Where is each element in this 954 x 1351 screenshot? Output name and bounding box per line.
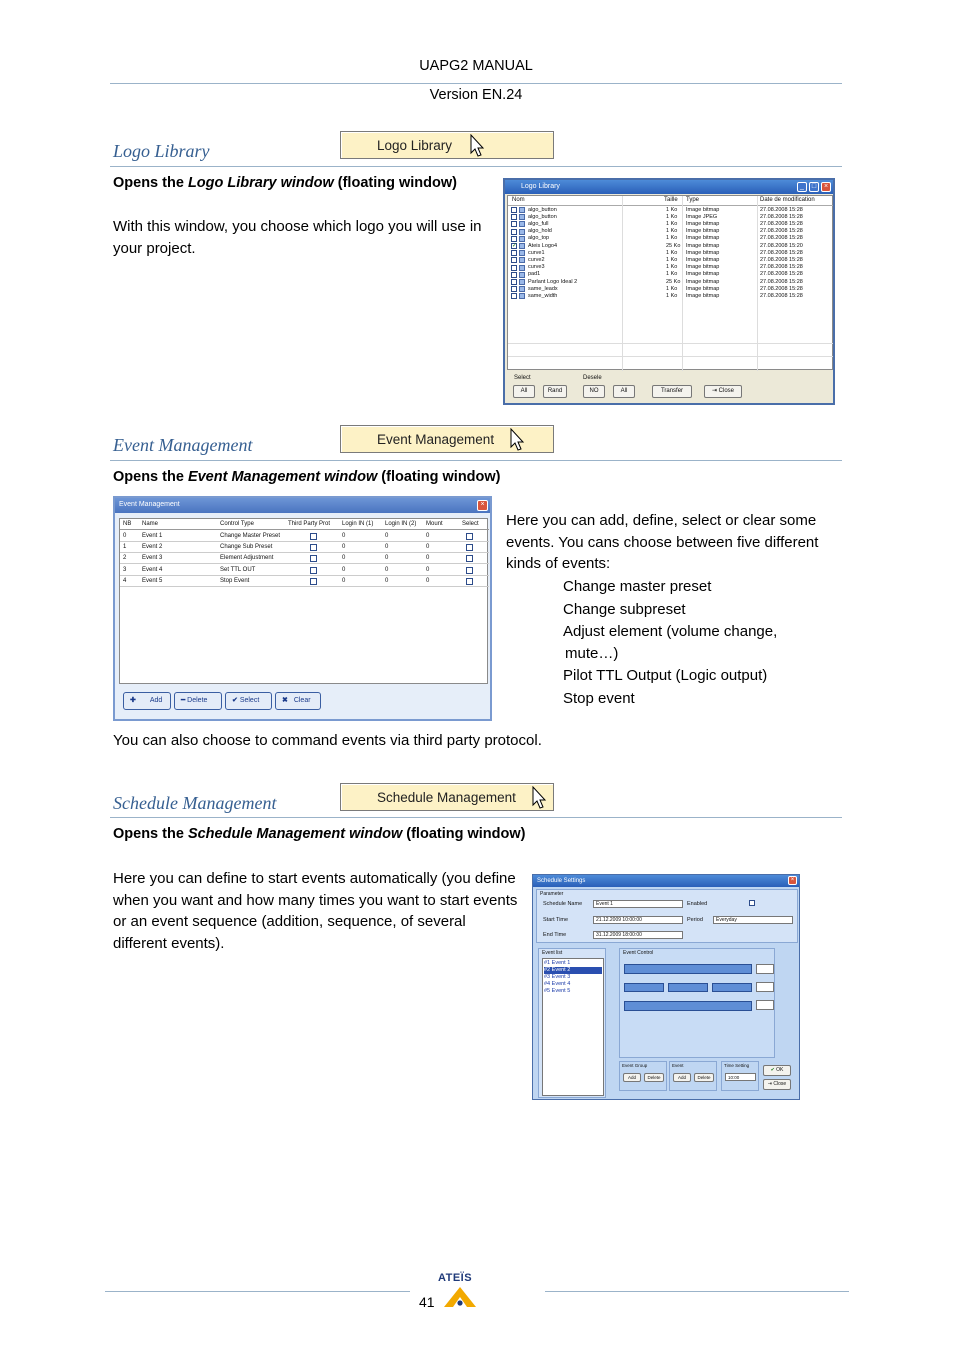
- logo-row-date[interactable]: 27.08.2008 15:28: [760, 271, 803, 278]
- logo-row-size[interactable]: 1 Ko: [666, 271, 678, 278]
- image-file-icon: [519, 229, 525, 235]
- logo-row-type[interactable]: Image bitmap: [686, 278, 720, 285]
- event-opens-text: Opens the Event Management window (floating window): [113, 469, 501, 485]
- schedule-event-item[interactable]: #2 Event 2: [544, 967, 602, 974]
- logo-row-checkbox[interactable]: [511, 286, 517, 292]
- logo-file-list[interactable]: [507, 195, 833, 370]
- column-header-type[interactable]: Type: [686, 197, 700, 203]
- section-rule: [110, 166, 842, 167]
- logo-row-size[interactable]: 1 Ko: [666, 256, 678, 263]
- event-cell[interactable]: 0: [342, 544, 346, 551]
- event-cell[interactable]: Event 1: [142, 533, 163, 539]
- minus-icon: ━: [181, 697, 188, 704]
- logo-row-date[interactable]: 27.08.2008 15:28: [760, 206, 803, 213]
- enabled-checkbox[interactable]: [749, 900, 755, 906]
- third-party-checkbox[interactable]: [310, 544, 317, 551]
- select-checkbox[interactable]: [466, 544, 473, 551]
- logo-row-size[interactable]: 1 Ko: [666, 235, 678, 242]
- sequence-bar[interactable]: [624, 964, 752, 974]
- event-cell[interactable]: Event 2: [142, 544, 163, 551]
- close-button[interactable]: ⇥ Close: [763, 1079, 791, 1090]
- schedule-management-button-label: Schedule Management: [377, 789, 516, 805]
- select-group-label: Select: [514, 375, 531, 381]
- section-rule: [110, 817, 842, 818]
- logo-row-checkbox[interactable]: [511, 207, 517, 213]
- logo-row-date[interactable]: 27.08.2008 15:28: [760, 285, 803, 292]
- logo-row-type[interactable]: Image bitmap: [686, 228, 720, 235]
- third-party-checkbox[interactable]: [310, 567, 317, 574]
- period-select[interactable]: Everyday: [716, 917, 737, 923]
- logo-row-checkbox[interactable]: [511, 221, 517, 227]
- event-cell[interactable]: 0: [426, 533, 430, 539]
- logo-opens-text: Opens the Logo Library window (floating window): [113, 175, 457, 191]
- header-rule: [110, 83, 842, 84]
- event-row-divider: [120, 541, 489, 542]
- logo-row-size[interactable]: 1 Ko: [666, 264, 678, 271]
- select-rand-button[interactable]: Rand: [543, 385, 567, 398]
- logo-row-date[interactable]: 27.08.2008 15:28: [760, 235, 803, 242]
- document-version: Version EN.24: [429, 87, 523, 103]
- event-cell[interactable]: Event 4: [142, 566, 163, 573]
- logo-body-text: With this window, you choose which logo you will use in your project.: [113, 218, 482, 257]
- event-list[interactable]: [542, 958, 604, 1096]
- start-time-input[interactable]: 21.12.2009 10:00:00: [596, 917, 642, 923]
- logo-row-name[interactable]: curve3: [528, 264, 545, 271]
- logo-row-checkbox[interactable]: [511, 250, 517, 256]
- cursor-arrow-icon: [469, 134, 485, 158]
- event-management-button-image: [340, 425, 554, 453]
- time-setting-input[interactable]: 10:00: [728, 1075, 740, 1080]
- sequence-bar[interactable]: [624, 983, 664, 992]
- logo-row-type[interactable]: Image bitmap: [686, 242, 720, 249]
- image-file-icon: [519, 243, 525, 249]
- logo-row-checkbox[interactable]: [511, 236, 517, 242]
- logo-row-type[interactable]: Image bitmap: [686, 249, 720, 256]
- logo-row-checkbox[interactable]: [511, 272, 517, 278]
- time-setting-box: Time Setting 10:00: [721, 1061, 759, 1091]
- event-kind-item: Pilot TTL Output (Logic output): [563, 667, 768, 684]
- logo-row-size[interactable]: 1 Ko: [666, 228, 678, 235]
- sequence-bar[interactable]: [668, 983, 708, 992]
- close-button[interactable]: ⇥ Close: [704, 385, 742, 398]
- cursor-arrow-icon: [531, 786, 547, 810]
- minimize-icon[interactable]: _: [797, 182, 807, 192]
- maximize-icon[interactable]: □: [809, 182, 819, 192]
- event-row-divider: [120, 552, 489, 553]
- event-column-header[interactable]: Select: [462, 521, 479, 527]
- logo-row-name[interactable]: curve2: [528, 256, 545, 263]
- enabled-label: Enabled: [687, 901, 708, 907]
- event-column-header[interactable]: Login IN (1): [342, 521, 374, 527]
- logo-row-date[interactable]: 27.08.2008 15:28: [760, 256, 803, 263]
- page-number: 41: [419, 1294, 435, 1310]
- delete-event-button[interactable]: Delete: [694, 1073, 714, 1082]
- logo-row-date[interactable]: 27.08.2008 15:28: [760, 278, 803, 285]
- select-all-button[interactable]: All: [513, 385, 535, 398]
- logo-row-type[interactable]: Image bitmap: [686, 264, 720, 271]
- event-group-box: Event Group Add Delete: [619, 1061, 667, 1091]
- event-intro-text: Here you can add, define, select or clear some events. You cans choose between five different kinds of events:: [506, 512, 819, 572]
- schedule-management-button-image: [340, 783, 554, 811]
- section-title-schedule-management: Schedule Management: [113, 793, 277, 813]
- clear-event-button[interactable]: ✖ Clear: [275, 692, 321, 710]
- logo-row-size[interactable]: 1 Ko: [666, 220, 678, 227]
- event-cell[interactable]: 0: [342, 577, 346, 584]
- event-kind-item: Adjust element (volume change,: [563, 623, 778, 640]
- event-cell[interactable]: 0: [385, 544, 389, 551]
- logo-row-date[interactable]: 27.08.2008 15:28: [760, 220, 803, 227]
- event-management-window: [113, 496, 492, 721]
- add-event-button[interactable]: ✚ Add: [123, 692, 171, 710]
- logo-row-date[interactable]: 27.08.2008 15:28: [760, 213, 803, 220]
- event-cell[interactable]: Change Master Preset: [220, 533, 281, 539]
- exit-icon: ⇥: [767, 1081, 774, 1087]
- section-title-logo-library: Logo Library: [113, 141, 210, 161]
- event-row-divider: [120, 575, 489, 576]
- logo-row-size[interactable]: 1 Ko: [666, 249, 678, 256]
- schedule-event-item[interactable]: #4 Event 4: [544, 981, 571, 987]
- deselect-all-button[interactable]: All: [613, 385, 635, 398]
- close-icon[interactable]: ×: [477, 500, 488, 511]
- logo-row-date[interactable]: 27.08.2008 15:28: [760, 292, 803, 299]
- event-cell[interactable]: 0: [426, 555, 430, 562]
- add-group-button[interactable]: Add: [623, 1073, 641, 1082]
- event-management-button-label: Event Management: [377, 431, 495, 447]
- event-cell[interactable]: 0: [123, 533, 127, 539]
- document-title: UAPG2 MANUAL: [419, 58, 533, 74]
- logo-row-checkbox[interactable]: [511, 265, 517, 271]
- logo-row-checkbox[interactable]: [511, 293, 517, 299]
- logo-row-name[interactable]: algo_hold: [528, 228, 552, 235]
- logo-row-checkbox[interactable]: [511, 229, 517, 235]
- logo-library-button-label: Logo Library: [377, 137, 453, 153]
- event-cell[interactable]: 4: [123, 577, 127, 584]
- x-icon: ✖: [282, 697, 290, 704]
- delete-group-button[interactable]: Delete: [644, 1073, 664, 1082]
- event-footer-text: You can also choose to command events via third party protocol.: [113, 732, 542, 749]
- third-party-checkbox[interactable]: [310, 578, 317, 585]
- schedule-event-item[interactable]: #5 Event 5: [544, 988, 571, 994]
- image-file-icon: [519, 265, 525, 271]
- logo-row-size[interactable]: 1 Ko: [666, 206, 678, 213]
- image-file-icon: [519, 279, 525, 285]
- schedule-window-titlebar: [533, 875, 799, 887]
- event-column-header[interactable]: Third Party Prot: [288, 521, 331, 527]
- event-cell[interactable]: 0: [385, 566, 389, 573]
- sequence-bar[interactable]: [712, 983, 752, 992]
- logo-row-name[interactable]: algo_button: [528, 213, 557, 220]
- transfer-button[interactable]: Transfer: [652, 385, 692, 398]
- third-party-checkbox[interactable]: [310, 555, 317, 562]
- end-time-label: End Time: [543, 932, 567, 938]
- logo-row-date[interactable]: 27.08.2008 15:28: [760, 228, 803, 235]
- check-icon: ✔: [770, 1067, 777, 1073]
- logo-row-type[interactable]: Image bitmap: [686, 235, 720, 242]
- select-checkbox[interactable]: [466, 578, 473, 585]
- sequence-delay-field[interactable]: [756, 982, 774, 992]
- schedule-name-label: Schedule Name: [543, 901, 583, 907]
- logo-row-date[interactable]: 27.08.2008 15:28: [760, 264, 803, 271]
- exit-icon: ⇥: [711, 388, 719, 394]
- sequence-bar[interactable]: [624, 1001, 752, 1011]
- logo-row-type[interactable]: Image bitmap: [686, 206, 720, 213]
- logo-row-type[interactable]: Image bitmap: [686, 220, 720, 227]
- deselect-no-button[interactable]: NO: [583, 385, 605, 398]
- image-file-icon: [519, 250, 525, 256]
- event-column-header[interactable]: Control Type: [220, 521, 254, 527]
- event-column-header[interactable]: Mount: [426, 521, 443, 527]
- close-icon[interactable]: ×: [821, 182, 831, 192]
- logo-row-name[interactable]: Ateis Logo4: [528, 242, 558, 249]
- deselect-group-label: Desele: [583, 375, 602, 381]
- event-window-titlebar: [115, 498, 490, 513]
- logo-window-titlebar: [505, 180, 833, 194]
- footer-rule-right: [545, 1291, 849, 1292]
- logo-row-checkbox[interactable]: [511, 279, 517, 285]
- logo-row-checkbox[interactable]: ✓: [512, 243, 518, 249]
- section-rule: [110, 460, 842, 461]
- close-icon[interactable]: ×: [788, 876, 797, 885]
- schedule-event-item[interactable]: #3 Event 3: [544, 974, 571, 980]
- event-list-group: Event list #1 Event 1 #2 Event 2 #3 Event 3 #4 Event 4 #5 Event 5: [538, 948, 606, 1098]
- logo-row-size[interactable]: 1 Ko: [666, 285, 678, 292]
- event-table[interactable]: [119, 518, 488, 684]
- event-cell[interactable]: 1: [123, 544, 127, 551]
- logo-row-date[interactable]: 27.08.2008 15:28: [760, 249, 803, 256]
- footer-rule-left: [105, 1291, 410, 1292]
- ok-button[interactable]: ✔ OK: [763, 1065, 791, 1076]
- column-header-size[interactable]: Taille: [664, 197, 678, 203]
- image-file-icon: [519, 272, 525, 278]
- event-cell[interactable]: Stop Event: [220, 577, 250, 584]
- sequence-delay-field[interactable]: [756, 1000, 774, 1010]
- logo-row-size[interactable]: 25 Ko: [666, 242, 681, 249]
- end-time-input[interactable]: 31.12.2009 18:00:00: [596, 932, 642, 938]
- select-checkbox[interactable]: [466, 567, 473, 574]
- logo-row-name[interactable]: curve1: [528, 249, 545, 256]
- event-cell[interactable]: Event 3: [142, 555, 163, 562]
- logo-row-name[interactable]: same_leadx: [528, 285, 558, 292]
- event-column-header[interactable]: Name: [142, 521, 159, 527]
- logo-row-type[interactable]: Image bitmap: [686, 271, 720, 278]
- plus-icon: ✚: [130, 697, 138, 704]
- logo-row-name[interactable]: pad1: [528, 271, 541, 278]
- logo-row-checkbox[interactable]: [511, 257, 517, 263]
- event-cell[interactable]: Event 5: [142, 577, 163, 584]
- schedule-name-input[interactable]: Event 1: [596, 901, 613, 907]
- event-cell[interactable]: 0: [342, 555, 346, 562]
- logo-row-name[interactable]: algo_full: [528, 220, 549, 227]
- event-cell[interactable]: 0: [342, 533, 346, 539]
- ateis-logo-icon: [443, 1286, 477, 1308]
- logo-row-type[interactable]: Image bitmap: [686, 285, 720, 292]
- logo-row-size[interactable]: 1 Ko: [666, 292, 678, 299]
- column-header-name[interactable]: Nom: [512, 197, 525, 203]
- select-event-button[interactable]: ✔ Select: [225, 692, 272, 710]
- event-cell[interactable]: 0: [426, 544, 430, 551]
- logo-row-size[interactable]: 1 Ko: [666, 213, 678, 220]
- logo-row-type[interactable]: Image bitmap: [686, 292, 720, 299]
- event-cell[interactable]: 0: [385, 555, 389, 562]
- schedule-opens-text: Opens the Schedule Management window (floating window): [113, 826, 526, 842]
- event-column-header[interactable]: Login IN (2): [385, 521, 417, 527]
- event-kind-item: mute…): [565, 644, 619, 662]
- schedule-body-text: Here you can define to start events automatically (you define when you want and how many times you want to start events or an event sequence (addition, sequence, of several different events).: [113, 870, 518, 952]
- cursor-arrow-icon: [509, 428, 525, 452]
- delete-event-button[interactable]: ━ Delete: [174, 692, 222, 710]
- start-time-label: Start Time: [543, 917, 569, 923]
- logo-row-name[interactable]: Parlant Logo Ideal 2: [528, 278, 578, 285]
- third-party-checkbox[interactable]: [310, 533, 317, 540]
- image-file-icon: [519, 293, 525, 299]
- logo-row-date[interactable]: 27.08.2008 15:20: [760, 242, 803, 249]
- event-cell[interactable]: Set TTL OUT: [220, 566, 256, 573]
- event-box: Event Add Delete: [669, 1061, 717, 1091]
- schedule-settings-window: [532, 874, 800, 1100]
- event-row-divider: [120, 563, 489, 564]
- image-file-icon: [519, 214, 525, 220]
- logo-row-name[interactable]: algo_button: [528, 206, 557, 213]
- column-header-date[interactable]: Date de modification: [760, 197, 815, 203]
- brand-name: ATEÏS: [438, 1272, 473, 1284]
- logo-row-name[interactable]: algo_top: [528, 235, 550, 242]
- logo-window-title: Logo Library: [521, 183, 560, 190]
- logo-row-type[interactable]: Image bitmap: [686, 256, 720, 263]
- event-cell[interactable]: Change Sub Preset: [220, 544, 273, 551]
- sequence-delay-field[interactable]: [756, 964, 774, 974]
- event-window-title: Event Management: [119, 501, 180, 508]
- event-cell[interactable]: Element Adjustment: [220, 555, 274, 562]
- image-file-icon: [519, 286, 525, 292]
- schedule-window-title: Schedule Settings: [537, 878, 586, 884]
- image-file-icon: [519, 207, 525, 213]
- check-icon: ✔: [232, 697, 240, 704]
- image-file-icon: [519, 221, 525, 227]
- schedule-event-item[interactable]: #1 Event 1: [544, 960, 571, 966]
- logo-library-button-image: [340, 131, 554, 159]
- event-kind-item: Change subpreset: [563, 600, 686, 618]
- image-file-icon: [519, 236, 525, 242]
- parameter-group: Parameter Schedule Name Event 1 Enabled Start Time 21.12.2009 10:00:00 Period Everyday End Time 31.12.2009 18:00:00: [536, 889, 798, 943]
- select-checkbox[interactable]: [466, 533, 473, 540]
- select-checkbox[interactable]: [466, 555, 473, 562]
- period-label: Period: [687, 917, 703, 923]
- event-kind-item: Change master preset: [563, 578, 712, 595]
- logo-row-type[interactable]: Image JPEG: [686, 213, 718, 220]
- event-cell[interactable]: 3: [123, 566, 127, 573]
- add-event-button[interactable]: Add: [673, 1073, 691, 1082]
- event-cell[interactable]: 0: [426, 566, 430, 573]
- image-file-icon: [519, 257, 525, 263]
- logo-row-checkbox[interactable]: [511, 214, 517, 220]
- event-kinds-list: [563, 576, 843, 709]
- event-cell[interactable]: 0: [385, 577, 389, 584]
- event-cell[interactable]: 0: [426, 577, 430, 584]
- logo-row-size[interactable]: 25 Ko: [666, 278, 681, 285]
- logo-row-name[interactable]: same_width: [528, 292, 558, 299]
- logo-library-window: [503, 178, 835, 405]
- event-cell[interactable]: 0: [342, 566, 346, 573]
- section-title-event-management: Event Management: [113, 435, 253, 455]
- event-row-divider: [120, 586, 489, 587]
- event-control-group: Event Control: [619, 948, 775, 1058]
- event-cell[interactable]: 2: [123, 555, 127, 562]
- event-cell[interactable]: 0: [385, 533, 389, 539]
- event-kind-item: Stop event: [563, 689, 635, 707]
- event-column-header[interactable]: NB: [123, 521, 132, 527]
